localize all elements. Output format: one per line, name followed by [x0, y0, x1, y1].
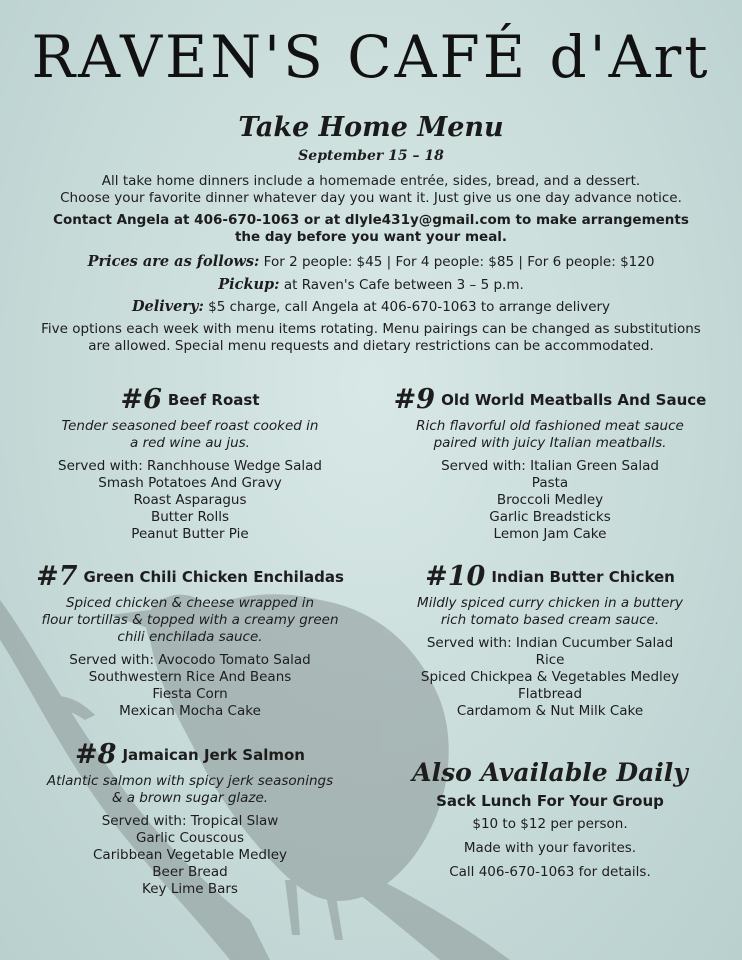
menu-item-description [20, 595, 360, 646]
menu-item-enchiladas [20, 562, 360, 720]
prices-text: For 2 people: $45 | For 4 people: $85 | For 6 people: $120 [259, 254, 655, 270]
menu-item-heading [20, 562, 360, 592]
menu-item-number: #9 [393, 384, 436, 415]
menu-item-beef-roast [20, 385, 360, 543]
description-line: chili enchilada sauce. [117, 629, 263, 645]
intro-paragraph [30, 173, 712, 207]
side-item: Southwestern Rice And Beans [88, 669, 292, 685]
description-line: rich tomato based cream sauce. [440, 612, 660, 628]
delivery-line [20, 298, 722, 316]
also-available-section [380, 756, 720, 884]
description-line: paired with juicy Italian meatballs. [433, 435, 667, 451]
sack-lunch-note: Made with your favorites. [463, 840, 637, 856]
contact-line: the day before you want your meal. [234, 229, 508, 245]
side-item: Served with: Ranchhouse Wedge Salad [58, 458, 322, 474]
menu-dates: September 15 – 18 [298, 148, 444, 164]
menu-subtitle: Take Home Menu [238, 112, 504, 143]
description-line: Mildly spiced curry chicken in a buttery [417, 595, 683, 611]
menu-item-name: Green Chili Chicken Enchiladas [83, 568, 344, 586]
menu-item-name: Jamaican Jerk Salmon [122, 746, 305, 764]
side-item: Served with: Avocodo Tomato Salad [69, 652, 311, 668]
sack-lunch-contact: Call 406-670-1063 for details. [449, 864, 651, 880]
side-item: Flatbread [517, 686, 583, 702]
side-item: Served with: Italian Green Salad [441, 458, 659, 474]
pickup-text: at Raven's Cafe between 3 – 5 p.m. [279, 277, 524, 293]
menu-item-name: Old World Meatballs And Sauce [441, 391, 707, 409]
menu-item-number: #6 [120, 384, 162, 415]
sack-lunch-price: $10 to $12 per person. [472, 816, 628, 832]
description-line: Tender seasoned beef roast cooked in [61, 418, 319, 434]
sack-lunch-heading: Sack Lunch For Your Group [436, 792, 664, 810]
menu-item-name: Indian Butter Chicken [491, 568, 675, 586]
pickup-line [20, 276, 722, 294]
menu-item-number: #10 [425, 561, 486, 592]
menu-item-description [20, 773, 360, 807]
menu-item-number: #7 [36, 561, 78, 592]
delivery-text: $5 charge, call Angela at 406-670-1063 to arrange delivery [203, 299, 611, 315]
side-item: Fiesta Corn [152, 686, 228, 702]
description-line: a red wine au jus. [130, 435, 250, 451]
contact-paragraph [30, 212, 712, 246]
side-item: Roast Asparagus [133, 492, 247, 508]
side-item: Served with: Tropical Slaw [101, 813, 279, 829]
prices-label: Prices are as follows: [87, 253, 260, 270]
side-item: Broccoli Medley [496, 492, 604, 508]
side-item: Pasta [531, 475, 569, 491]
pickup-label: Pickup: [218, 276, 280, 293]
options-line: Five options each week with menu items rotating. Menu pairings can be changed as substitutions [41, 321, 701, 337]
menu-item-heading [20, 740, 360, 770]
options-paragraph [30, 321, 712, 355]
contact-line: Contact Angela at 406-670-1063 or at dlyle431y@gmail.com to make arrangements [53, 212, 689, 228]
description-line: flour tortillas & topped with a creamy green [41, 612, 339, 628]
menu-item-sides [20, 458, 360, 543]
side-item: Spiced Chickpea & Vegetables Medley [420, 669, 680, 685]
side-item: Lemon Jam Cake [493, 526, 607, 542]
intro-line: Choose your favorite dinner whatever day you want it. Just give us one day advance notice. [60, 190, 682, 206]
description-line: Atlantic salmon with spicy jerk seasonings [46, 773, 334, 789]
side-item: Caribbean Vegetable Medley [93, 847, 287, 863]
menu-item-jerk-salmon [20, 740, 360, 898]
delivery-label: Delivery: [131, 298, 204, 315]
side-item: Rice [535, 652, 565, 668]
side-item: Peanut Butter Pie [131, 526, 249, 542]
menu-item-heading [20, 385, 360, 415]
menu-item-heading [380, 562, 720, 592]
side-item: Butter Rolls [150, 509, 230, 525]
side-item: Garlic Breadsticks [489, 509, 611, 525]
menu-item-name: Beef Roast [167, 391, 260, 409]
description-line: Spiced chicken & cheese wrapped in [65, 595, 315, 611]
side-item: Key Lime Bars [142, 881, 238, 897]
menu-item-sides [380, 635, 720, 720]
side-item: Smash Potatoes And Gravy [98, 475, 282, 491]
options-line: are allowed. Special menu requests and dietary restrictions can be accommodated. [88, 338, 654, 354]
menu-item-sides [20, 813, 360, 898]
side-item: Served with: Indian Cucumber Salad [426, 635, 674, 651]
description-line: Rich flavorful old fashioned meat sauce [416, 418, 684, 434]
also-available-title: Also Available Daily [412, 758, 688, 787]
cafe-title: RAVEN'S CAFÉ d'Art [31, 23, 711, 91]
menu-item-meatballs [380, 385, 720, 543]
side-item: Mexican Mocha Cake [119, 703, 261, 719]
menu-item-description [380, 418, 720, 452]
menu-item-heading [380, 385, 720, 415]
menu-item-sides [20, 652, 360, 720]
menu-item-description [20, 418, 360, 452]
description-line: & a brown sugar glaze. [111, 790, 269, 806]
menu-item-number: #8 [75, 739, 117, 770]
prices-line [20, 253, 722, 271]
menu-item-description [380, 595, 720, 629]
intro-line: All take home dinners include a homemade entrée, sides, bread, and a dessert. [101, 173, 641, 189]
side-item: Beer Bread [152, 864, 228, 880]
side-item: Cardamom & Nut Milk Cake [456, 703, 644, 719]
side-item: Garlic Couscous [135, 830, 245, 846]
menu-item-sides [380, 458, 720, 543]
menu-item-butter-chicken [380, 562, 720, 720]
